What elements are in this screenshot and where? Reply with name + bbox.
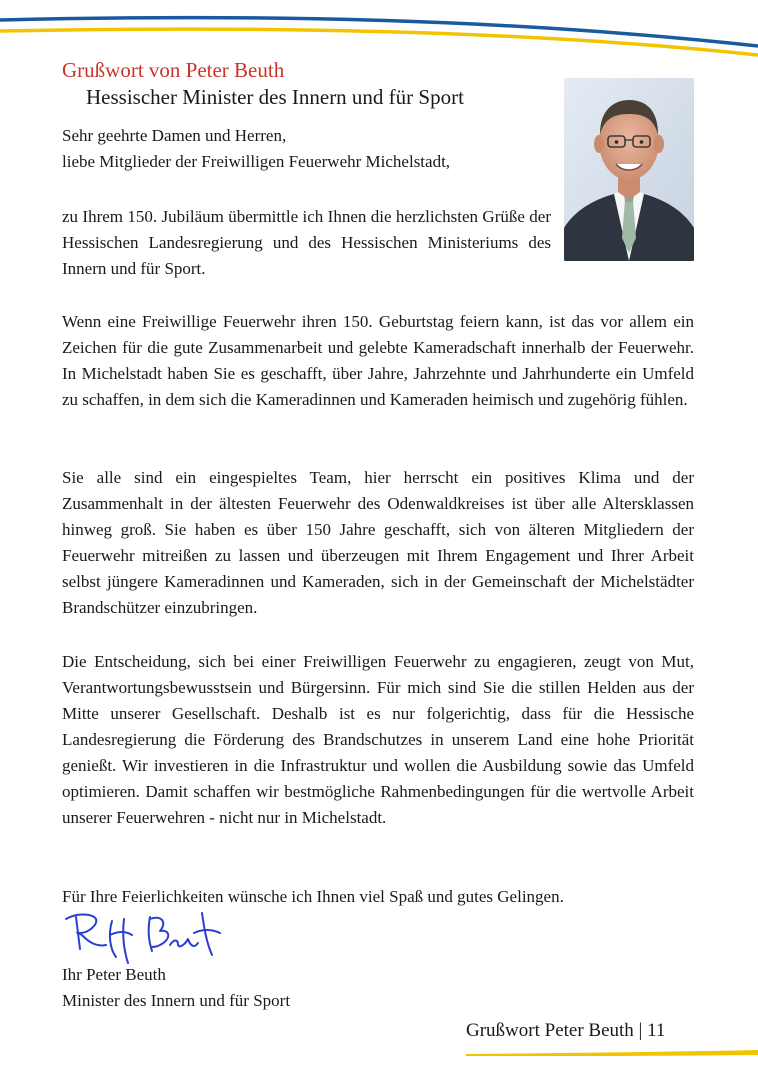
closing-name: Ihr Peter Beuth [62, 965, 166, 984]
page-footer: Grußwort Peter Beuth | 11 [466, 1020, 666, 1041]
paragraph-anniversary: Wenn eine Freiwillige Feuerwehr ihren 150. Geburtstag feiern kann, ist das vor allem ein Zeichen für die gute Zusammenarbeit und gelebte Kameradschaft innerhalb der Feuerwehr. In Michelstadt haben Sie es geschafft, über Jahre, Jahrzehnte und Jahrhunderte ein Umfeld zu schaffen, in dem sich die Kameradinnen und Kameraden heimisch und zugehörig fühlen. [62, 312, 694, 409]
page-subtitle: Hessischer Minister des Innern und für Sport [86, 85, 464, 109]
paragraph-team: Sie alle sind ein eingespieltes Team, hier herrscht ein positives Klima und der Zusammenhalt in der ältesten Feuerwehr des Odenwaldkreises ist über alle Altersklassen hinweg groß. Sie haben es über 150 Jahre geschafft, sich von älteren Mitgliedern der Feuerwehr mitreißen zu lassen und überzeugen mit Ihrem Engagement und Ihrer Arbeit selbst jüngere Kameradinnen und Kameraden, sich in der Gemeinschaft der Michelstädter Brandschützer einzubringen. [62, 468, 694, 617]
paragraph-commitment: Die Entscheidung, sich bei einer Freiwilligen Feuerwehr zu engagieren, zeugt von Mut, Verantwortungsbewusstsein und Bürgersinn. Für mich sind Sie die stillen Helden aus der Mitte unserer Gesellschaft. Deshalb ist es nur folgerichtig, dass für die Hessische Landesregierung die Förderung des Brandschutzes in unserem Land eine hohe Priorität genießt. Wir investieren in die Infrastruktur und wollen die Ausbildung sowie das Umfeld optimieren. Damit schaffen wir bestmögliche Rahmenbedingungen für die wertvolle Arbeit unserer Feuerwehren - nicht nur in Michelstadt. [62, 652, 694, 827]
greeting [62, 123, 552, 175]
greeting-line-1: Sehr geehrte Damen und Herren, [62, 126, 287, 145]
closing-role: Minister des Innern und für Sport [62, 991, 291, 1010]
paragraph-wishes: Für Ihre Feierlichkeiten wünsche ich Ihnen viel Spaß und gutes Gelingen. [62, 887, 564, 906]
bottom-bar-decoration [466, 1048, 758, 1058]
signature-image [62, 905, 227, 967]
portrait-photo [564, 78, 694, 261]
page-title: Grußwort von Peter Beuth [62, 58, 285, 82]
greeting-line-2: liebe Mitglieder der Freiwilligen Feuerwehr Michelstadt, [62, 152, 451, 171]
closing-block [62, 962, 462, 1014]
paragraph-intro: zu Ihrem 150. Jubiläum übermittle ich Ihnen die herzlichsten Grüße der Hessischen Landesregierung und des Hessischen Ministeriums des Innern und für Sport. [62, 207, 551, 278]
top-swoosh-decoration [0, 0, 758, 60]
